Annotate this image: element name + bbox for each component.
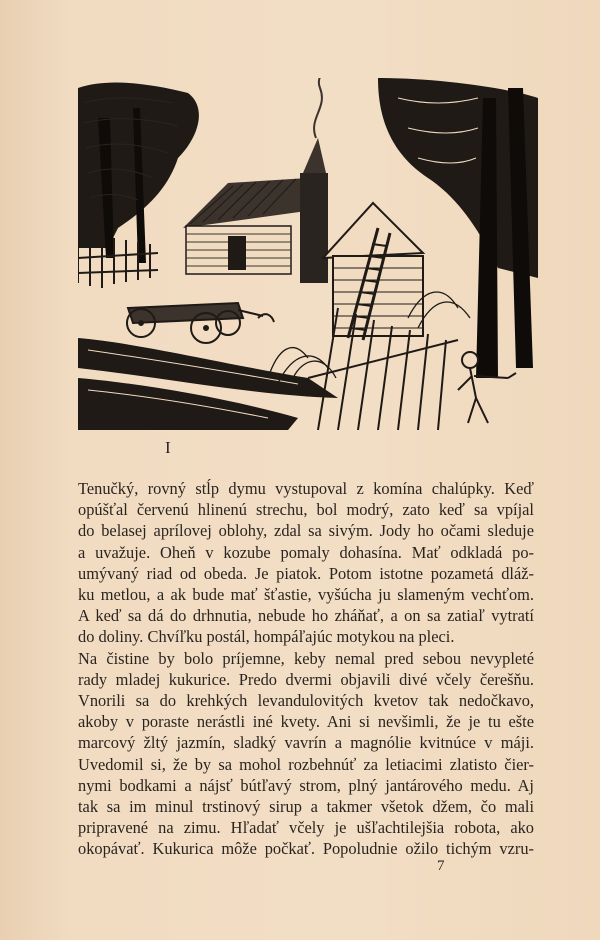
text-line: marcový žltý jazmín, sladký vavrín a magnólie kvitnúce v máji.: [78, 733, 534, 753]
barn: [323, 203, 423, 340]
text-line: akoby v poraste nerástli iné kvety. Ani si nevšimli, že je tu ešte: [78, 712, 534, 732]
text-line: A keď sa dá do drhnutia, nebude ho zháňať, a on sa zatiaľ vytratí: [78, 606, 534, 626]
chapter-number: I: [165, 438, 172, 457]
text-line: Vnorili sa do krehkých levandulovitých kvetov tak nedočkavo,: [78, 691, 534, 711]
text-line: pripravené na zimu. Hľadať včely je ušľachtilejšia robota, ako: [78, 818, 534, 838]
text-line: nymi bodkami a nájsť bútľavý strom, plný jantárového medu. Aj: [78, 775, 534, 795]
text-line: do doliny. Chvíľku postál, hompáľajúc motykou na pleci.: [78, 627, 455, 647]
paragraph: [78, 478, 534, 648]
text-line: Na čistine by bolo príjemne, keby nemal pred sebou nevypleté: [78, 648, 534, 668]
foreground-logs: [78, 338, 338, 430]
paragraph: [78, 648, 534, 860]
woodcut-illustration: [78, 78, 538, 430]
text-line: Tenučký, rovný stĺp dymu vystupoval z komína chalúpky. Keď: [78, 479, 534, 498]
text-line: umývaný riad od obeda. Je piatok. Potom istotne pozametá dláž-: [78, 563, 534, 583]
body-text: [78, 478, 534, 860]
wagon: [127, 303, 274, 343]
text-line: opúšťal červenú hlinenú strechu, bol modrý, zato keď sa vpíjal: [78, 500, 534, 520]
cabin: [183, 138, 328, 283]
text-line: ku metlou, a ak bude mať šťastie, vyšúcha ju slameným vechťom.: [78, 585, 534, 605]
text-line: tak sa im minul trstinový sirup a takmer všetok džem, čo mali: [78, 797, 534, 817]
text-line: a uvažuje. Oheň v kozube pomaly dohasína. Mať odkladá po-: [78, 542, 534, 562]
text-line: do belasej aprílovej oblohy, zdal sa sivým. Jody ho očami sleduje: [78, 521, 534, 541]
page-number: 7: [437, 858, 445, 874]
text-line: rady mladej kukurice. Predo dvermi objavili divé včely čerešňu.: [78, 669, 534, 689]
text-line: Uvedomil si, že by sa mohol rozbehnúť za letiacimi zlatisto čier-: [78, 754, 534, 774]
text-line: okopávať. Kukurica môže počkať. Popoludnie ožilo tichým vzru-: [78, 839, 534, 859]
